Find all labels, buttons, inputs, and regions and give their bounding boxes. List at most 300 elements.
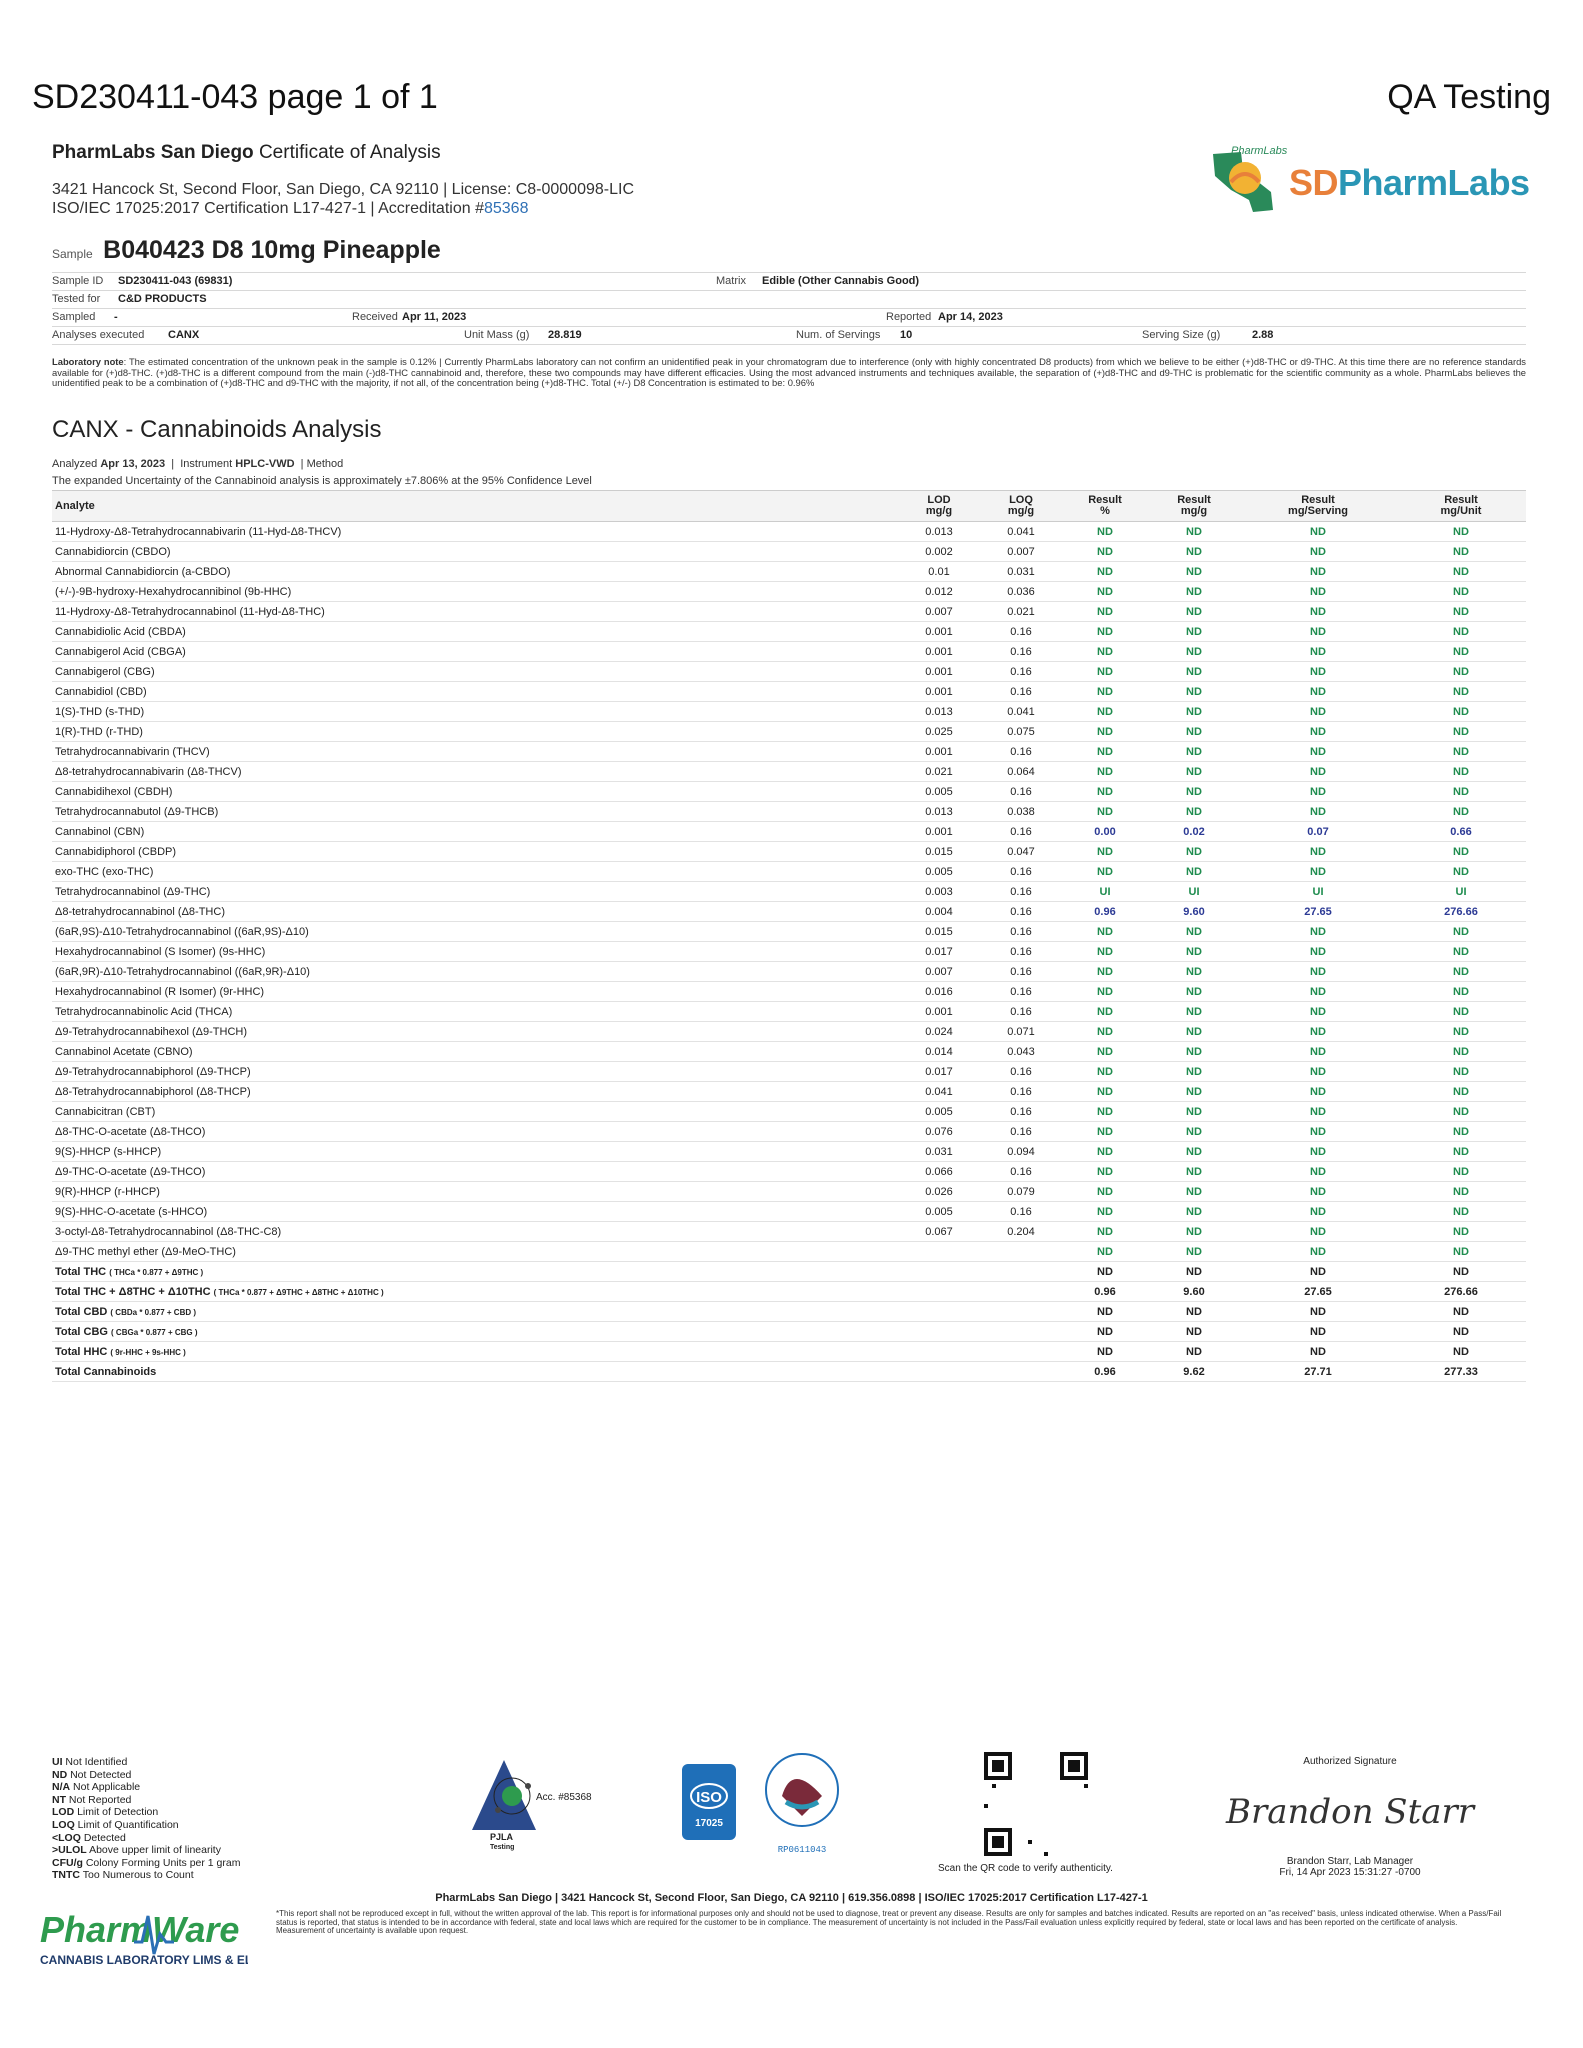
svg-text:PharmLabs: PharmLabs (1231, 145, 1288, 157)
legend-value: Not Detected (70, 1768, 132, 1781)
result-value: ND (1396, 642, 1526, 662)
meta-row-id (52, 272, 1526, 290)
loq-value: 0.041 (980, 702, 1062, 722)
result-value: ND (1240, 1162, 1396, 1182)
loq-value: 0.16 (980, 882, 1062, 902)
analyte-name: Cannabinol Acetate (CBNO) (52, 1042, 898, 1062)
legend-value: Not Reported (68, 1793, 132, 1806)
legend-item (52, 1806, 240, 1819)
table-row (52, 702, 1526, 722)
meta-row-analyses (52, 326, 1526, 345)
loq-value: 0.16 (980, 642, 1062, 662)
pharmware-logo-icon (38, 1904, 248, 1974)
result-value: UI (1062, 882, 1148, 902)
result-value: ND (1240, 1002, 1396, 1022)
total-value: 276.66 (1396, 1282, 1526, 1302)
analyte-name: Cannabidiolic Acid (CBDA) (52, 622, 898, 642)
analyzed-date: Apr 13, 2023 (100, 458, 166, 470)
total-row (52, 1342, 1526, 1362)
lod-value: 0.001 (898, 682, 980, 702)
result-value: ND (1396, 1082, 1526, 1102)
table-row (52, 902, 1526, 922)
result-value: ND (1148, 802, 1240, 822)
analyte-name: Tetrahydrocannabivarin (THCV) (52, 742, 898, 762)
result-value: ND (1148, 922, 1240, 942)
table-row (52, 1222, 1526, 1242)
sample-meta-table (52, 272, 1526, 345)
lod-value: 0.007 (898, 962, 980, 982)
result-value: ND (1062, 1122, 1148, 1142)
result-value: ND (1062, 1002, 1148, 1022)
total-label (52, 1302, 898, 1322)
analyzed-label: Analyzed (52, 458, 98, 470)
handwritten-signature (1220, 1777, 1480, 1847)
result-value: ND (1240, 762, 1396, 782)
total-value: ND (1062, 1322, 1148, 1342)
table-row (52, 742, 1526, 762)
analysis-info (52, 456, 592, 490)
result-value: ND (1396, 1142, 1526, 1162)
total-name: Total CBD (55, 1305, 108, 1318)
result-value: ND (1062, 782, 1148, 802)
legend-value: Colony Forming Units per 1 gram (85, 1856, 241, 1869)
result-value: ND (1148, 682, 1240, 702)
analyte-name: 1(S)-THD (s-THD) (52, 702, 898, 722)
svg-text:PharmWare: PharmWare (40, 1909, 240, 1950)
total-value: ND (1396, 1342, 1526, 1362)
total-value: ND (1240, 1322, 1396, 1342)
result-value: ND (1240, 842, 1396, 862)
svg-text:PJLA: PJLA (490, 1832, 514, 1842)
analyte-name: Tetrahydrocannabutol (Δ9-THCB) (52, 802, 898, 822)
meta-key: Reported (886, 311, 932, 323)
meta-key: Num. of Servings (796, 329, 881, 341)
total-row (52, 1302, 1526, 1322)
result-value: UI (1148, 882, 1240, 902)
svg-text:Testing: Testing (490, 1844, 515, 1851)
result-value: ND (1396, 1022, 1526, 1042)
meta-value: Edible (Other Cannabis Good) (762, 275, 920, 287)
laboratory-note (52, 357, 1526, 389)
loq-value: 0.16 (980, 902, 1062, 922)
loq-value: 0.16 (980, 1002, 1062, 1022)
result-value: ND (1396, 762, 1526, 782)
lod-value: 0.015 (898, 922, 980, 942)
svg-text:ISO: ISO (696, 1789, 722, 1806)
lod-value: 0.031 (898, 1142, 980, 1162)
result-value: ND (1240, 1182, 1396, 1202)
loq-value: 0.16 (980, 922, 1062, 942)
result-value: ND (1396, 1062, 1526, 1082)
result-value: ND (1396, 782, 1526, 802)
result-value: ND (1396, 742, 1526, 762)
legend-item (52, 1869, 240, 1882)
loq-value: 0.075 (980, 722, 1062, 742)
total-value: 0.96 (1062, 1282, 1148, 1302)
result-value: ND (1396, 942, 1526, 962)
result-value: ND (1240, 522, 1396, 542)
meta-key: Received (352, 311, 398, 323)
analyte-name: Δ9-Tetrahydrocannabiphorol (Δ9-THCP) (52, 1062, 898, 1082)
total-value: ND (1062, 1302, 1148, 1322)
table-row (52, 1002, 1526, 1022)
result-value: ND (1240, 1042, 1396, 1062)
loq-value: 0.16 (980, 1082, 1062, 1102)
table-row (52, 762, 1526, 782)
certification-line (52, 199, 634, 218)
analyte-name: (6aR,9R)-Δ10-Tetrahydrocannabinol ((6aR,9R)-Δ10) (52, 962, 898, 982)
svg-text:CANNABIS LABORATORY LIMS & ELN: CANNABIS LABORATORY LIMS & ELN (40, 1953, 248, 1967)
result-value: 0.00 (1062, 822, 1148, 842)
result-value: ND (1240, 662, 1396, 682)
legend-key: N/A (52, 1781, 71, 1794)
lod-value: 0.017 (898, 1062, 980, 1082)
result-value: ND (1062, 1142, 1148, 1162)
result-value: ND (1062, 1162, 1148, 1182)
lod-value: 0.021 (898, 762, 980, 782)
result-value: ND (1240, 582, 1396, 602)
svg-text:RP0611043: RP0611043 (777, 1845, 827, 1855)
legend-key: CFU/g (52, 1856, 83, 1869)
lod-value: 0.076 (898, 1122, 980, 1142)
address-line: 3421 Hancock St, Second Floor, San Diego, CA 92110 | License: C8-0000098-LIC (52, 181, 634, 198)
analyte-name: Cannabidiol (CBD) (52, 682, 898, 702)
table-row (52, 642, 1526, 662)
empty-cell (898, 1262, 980, 1282)
table-row (52, 1162, 1526, 1182)
result-value: ND (1062, 802, 1148, 822)
result-value: ND (1148, 942, 1240, 962)
table-row (52, 782, 1526, 802)
legend-value: Above upper limit of linearity (89, 1844, 221, 1857)
result-value: ND (1148, 1002, 1240, 1022)
verification-qr-code[interactable] (984, 1752, 1088, 1856)
table-row (52, 542, 1526, 562)
result-value: ND (1148, 602, 1240, 622)
table-row (52, 662, 1526, 682)
result-value: ND (1240, 1102, 1396, 1122)
loq-value: 0.041 (980, 522, 1062, 542)
loq-value: 0.031 (980, 562, 1062, 582)
result-value: ND (1396, 1182, 1526, 1202)
loq-value: 0.16 (980, 1202, 1062, 1222)
result-value: ND (1148, 1182, 1240, 1202)
meta-value: - (114, 311, 118, 323)
loq-value: 0.16 (980, 982, 1062, 1002)
result-value: ND (1148, 1102, 1240, 1122)
result-value: ND (1396, 842, 1526, 862)
empty-cell (980, 1322, 1062, 1342)
lod-value: 0.002 (898, 542, 980, 562)
result-value: ND (1148, 862, 1240, 882)
table-row (52, 802, 1526, 822)
loq-value: 0.16 (980, 1102, 1062, 1122)
table-row (52, 562, 1526, 582)
loq-value: 0.036 (980, 582, 1062, 602)
lod-value: 0.003 (898, 882, 980, 902)
empty-cell (898, 1342, 980, 1362)
qr-caption: Scan the QR code to verify authenticity. (938, 1863, 1113, 1874)
legend-item (52, 1844, 240, 1857)
result-value: ND (1240, 1202, 1396, 1222)
total-value: ND (1240, 1302, 1396, 1322)
result-value: ND (1396, 662, 1526, 682)
table-row (52, 982, 1526, 1002)
empty-cell (980, 1262, 1062, 1282)
lod-value: 0.025 (898, 722, 980, 742)
result-value: ND (1396, 1222, 1526, 1242)
loq-value: 0.16 (980, 682, 1062, 702)
total-value: ND (1148, 1302, 1240, 1322)
result-value: 9.60 (1148, 902, 1240, 922)
result-value: ND (1396, 562, 1526, 582)
meta-value: Apr 14, 2023 (938, 311, 1003, 323)
lod-value: 0.005 (898, 782, 980, 802)
lab-title-line (52, 142, 441, 164)
legend-item (52, 1769, 240, 1782)
result-value: ND (1148, 1242, 1240, 1262)
loq-value (980, 1242, 1062, 1262)
empty-cell (898, 1322, 980, 1342)
total-value: ND (1240, 1262, 1396, 1282)
result-value: ND (1148, 562, 1240, 582)
analyte-name: Cannabigerol Acid (CBGA) (52, 642, 898, 662)
lod-value: 0.013 (898, 522, 980, 542)
table-row (52, 962, 1526, 982)
result-value: ND (1240, 1142, 1396, 1162)
result-value: ND (1062, 742, 1148, 762)
signature-date: Fri, 14 Apr 2023 15:31:27 -0700 (1279, 1867, 1421, 1878)
meta-key: Sample ID (52, 275, 104, 287)
lod-value: 0.001 (898, 1002, 980, 1022)
table-body (52, 522, 1526, 1382)
total-name: Total THC + Δ8THC + Δ10THC (55, 1285, 211, 1298)
legend-item (52, 1756, 240, 1769)
legend-value: Detected (83, 1831, 126, 1844)
result-value: ND (1062, 642, 1148, 662)
lod-value: 0.024 (898, 1022, 980, 1042)
meta-value: C&D PRODUCTS (118, 293, 207, 305)
table-row (52, 922, 1526, 942)
analyte-name: 3-octyl-Δ8-Tetrahydrocannabinol (Δ8-THC-C8) (52, 1222, 898, 1242)
pjla-badge (460, 1752, 620, 1852)
legend-value: Limit of Detection (77, 1806, 159, 1819)
table-row (52, 1142, 1526, 1162)
total-formula: ( THCa * 0.877 + Δ9THC ) (109, 1267, 204, 1277)
result-value: ND (1240, 782, 1396, 802)
meta-value: SD230411-043 (69831) (118, 275, 233, 287)
col-result-mgg: Result mg/g (1148, 491, 1240, 522)
doc-type: Certificate of Analysis (258, 142, 441, 163)
total-name: Total HHC (55, 1345, 108, 1358)
result-value: ND (1148, 1082, 1240, 1102)
abbreviation-legend (52, 1756, 240, 1882)
result-value: ND (1396, 1102, 1526, 1122)
analyte-name: (6aR,9S)-Δ10-Tetrahydrocannabinol ((6aR,9S)-Δ10) (52, 922, 898, 942)
lab-note-label: Laboratory note (52, 356, 124, 367)
total-value: ND (1062, 1342, 1148, 1362)
lod-value: 0.012 (898, 582, 980, 602)
lod-value: 0.005 (898, 862, 980, 882)
table-row (52, 522, 1526, 542)
result-value: ND (1396, 1202, 1526, 1222)
lod-value: 0.015 (898, 842, 980, 862)
result-value: ND (1062, 522, 1148, 542)
cert-text: ISO/IEC 17025:2017 Certification L17-427-1 | Accreditation # (52, 200, 484, 217)
legend-key: ND (52, 1768, 68, 1781)
result-value: ND (1148, 1042, 1240, 1062)
result-value: ND (1240, 862, 1396, 882)
table-row (52, 622, 1526, 642)
table-row (52, 1082, 1526, 1102)
result-value: ND (1062, 862, 1148, 882)
lod-value: 0.004 (898, 902, 980, 922)
accreditation-link[interactable]: 85368 (483, 200, 529, 217)
analyte-name: Tetrahydrocannabinol (Δ9-THC) (52, 882, 898, 902)
section-title: CANX - Cannabinoids Analysis (52, 416, 382, 443)
result-value: ND (1396, 922, 1526, 942)
analyte-name: Δ9-THC methyl ether (Δ9-MeO-THC) (52, 1242, 898, 1262)
loq-value: 0.16 (980, 782, 1062, 802)
loq-value: 0.16 (980, 1062, 1062, 1082)
result-value: ND (1240, 922, 1396, 942)
total-value: ND (1240, 1342, 1396, 1362)
analyte-name: Δ8-tetrahydrocannabinol (Δ8-THC) (52, 902, 898, 922)
result-value: ND (1240, 742, 1396, 762)
result-value: ND (1148, 722, 1240, 742)
table-row (52, 1242, 1526, 1262)
result-value: ND (1240, 702, 1396, 722)
result-value: ND (1062, 1182, 1148, 1202)
result-value: ND (1240, 542, 1396, 562)
legend-item (52, 1819, 240, 1832)
qa-testing-label: QA Testing (1387, 78, 1551, 116)
analyte-name: Tetrahydrocannabinolic Acid (THCA) (52, 1002, 898, 1022)
result-value: ND (1148, 1022, 1240, 1042)
result-value: ND (1062, 942, 1148, 962)
analyte-name: Cannabicitran (CBT) (52, 1102, 898, 1122)
empty-cell (898, 1362, 980, 1382)
result-value: ND (1148, 662, 1240, 682)
lod-value: 0.001 (898, 822, 980, 842)
iso-17025-badge (680, 1762, 738, 1842)
total-name: Total CBG (55, 1325, 108, 1338)
result-value: ND (1148, 542, 1240, 562)
total-label (52, 1282, 898, 1302)
result-value: ND (1062, 622, 1148, 642)
analyte-name: exo-THC (exo-THC) (52, 862, 898, 882)
total-label (52, 1362, 898, 1382)
total-name: Total Cannabinoids (55, 1365, 157, 1378)
california-map-icon (1201, 140, 1291, 220)
col-result-serving: Result mg/Serving (1240, 491, 1396, 522)
result-value: ND (1062, 922, 1148, 942)
result-value: ND (1148, 742, 1240, 762)
result-value: ND (1148, 1202, 1240, 1222)
result-value: ND (1396, 542, 1526, 562)
result-value: ND (1148, 782, 1240, 802)
result-value: ND (1148, 702, 1240, 722)
total-value: ND (1148, 1322, 1240, 1342)
result-value: UI (1240, 882, 1396, 902)
analyte-name: Δ8-Tetrahydrocannabiphorol (Δ8-THCP) (52, 1082, 898, 1102)
result-value: ND (1396, 962, 1526, 982)
table-row (52, 942, 1526, 962)
table-row (52, 582, 1526, 602)
lod-value: 0.005 (898, 1202, 980, 1222)
lab-note-text: : The estimated concentration of the unknown peak in the sample is 0.12% | Currently PharmLabs laboratory can not confirm an unidentified peak in your chromatogram due to interference (only with highly concentrated D8 products) from which we believe to be either (+)d8-THC or d9-THC. At this time there are no reference standards available for (+)d8-THC. (+)d8-THC is a different compound from the main (-)d8-THC cannabinoid and, therefore, these two compounds may have different efficacies. Using the most advanced instruments and techniques available, the separation of (+)d8-THC and d9-THC is problematic for the scientific community as a whole. PharmLabs believes the unidentified peak to be a combination of (+)d8-THC and d9-THC with the majority, if not all, of the concentration being (+)d8-THC. Total (+/-) D8 Concentration is estimated to be: 0.96% (52, 356, 1526, 389)
lod-value: 0.001 (898, 742, 980, 762)
footer-address: PharmLabs San Diego | 3421 Hancock St, Second Floor, San Diego, CA 92110 | 619.356.0898 | ISO/IEC 17025:2017 Certification L17-427-1 (435, 1892, 1148, 1904)
total-value: 9.62 (1148, 1362, 1240, 1382)
lod-value: 0.026 (898, 1182, 980, 1202)
table-row (52, 1022, 1526, 1042)
lod-value: 0.001 (898, 662, 980, 682)
meta-key: Analyses executed (52, 329, 145, 341)
total-value: ND (1396, 1262, 1526, 1282)
empty-cell (980, 1342, 1062, 1362)
analysis-info-line: Analyzed Apr 13, 2023 | Instrument HPLC-VWD | Method (52, 458, 344, 470)
result-value: ND (1240, 942, 1396, 962)
result-value: ND (1240, 982, 1396, 1002)
lod-value: 0.005 (898, 1102, 980, 1122)
result-value: ND (1396, 862, 1526, 882)
result-value: ND (1396, 1242, 1526, 1262)
result-value: ND (1148, 842, 1240, 862)
result-value: ND (1062, 762, 1148, 782)
pjla-triangle-icon (460, 1752, 620, 1852)
lod-value: 0.013 (898, 802, 980, 822)
col-result-unit: Result mg/Unit (1396, 491, 1526, 522)
result-value: ND (1396, 522, 1526, 542)
total-value: 277.33 (1396, 1362, 1526, 1382)
result-value: ND (1062, 662, 1148, 682)
legend-key: LOD (52, 1806, 75, 1819)
lod-value: 0.041 (898, 1082, 980, 1102)
empty-cell (898, 1282, 980, 1302)
total-value: 27.71 (1240, 1362, 1396, 1382)
qr-code-icon[interactable] (984, 1752, 1088, 1856)
result-value: ND (1062, 1082, 1148, 1102)
meta-row-dates (52, 308, 1526, 326)
loq-value: 0.021 (980, 602, 1062, 622)
result-value: ND (1240, 802, 1396, 822)
total-row (52, 1322, 1526, 1342)
sample-heading (52, 236, 441, 265)
result-value: ND (1396, 582, 1526, 602)
result-value: ND (1396, 802, 1526, 822)
loq-value: 0.16 (980, 942, 1062, 962)
loq-value: 0.16 (980, 622, 1062, 642)
lod-value: 0.067 (898, 1222, 980, 1242)
result-value: ND (1062, 542, 1148, 562)
legend-item (52, 1794, 240, 1807)
result-value: ND (1240, 1222, 1396, 1242)
total-name: Total THC (55, 1265, 107, 1278)
sdpharmlabs-logo (1201, 140, 1531, 220)
result-value: ND (1062, 1222, 1148, 1242)
sample-label: Sample (52, 247, 93, 261)
legend-item (52, 1857, 240, 1870)
signer-name: Brandon Starr, Lab Manager (1286, 1856, 1414, 1867)
lod-value: 0.016 (898, 982, 980, 1002)
legend-value: Too Numerous to Count (82, 1869, 194, 1882)
result-value: ND (1396, 722, 1526, 742)
result-value: ND (1062, 702, 1148, 722)
total-formula: ( CBGa * 0.877 + CBG ) (111, 1327, 198, 1337)
svg-text:17025: 17025 (695, 1818, 723, 1829)
loq-value: 0.16 (980, 1122, 1062, 1142)
